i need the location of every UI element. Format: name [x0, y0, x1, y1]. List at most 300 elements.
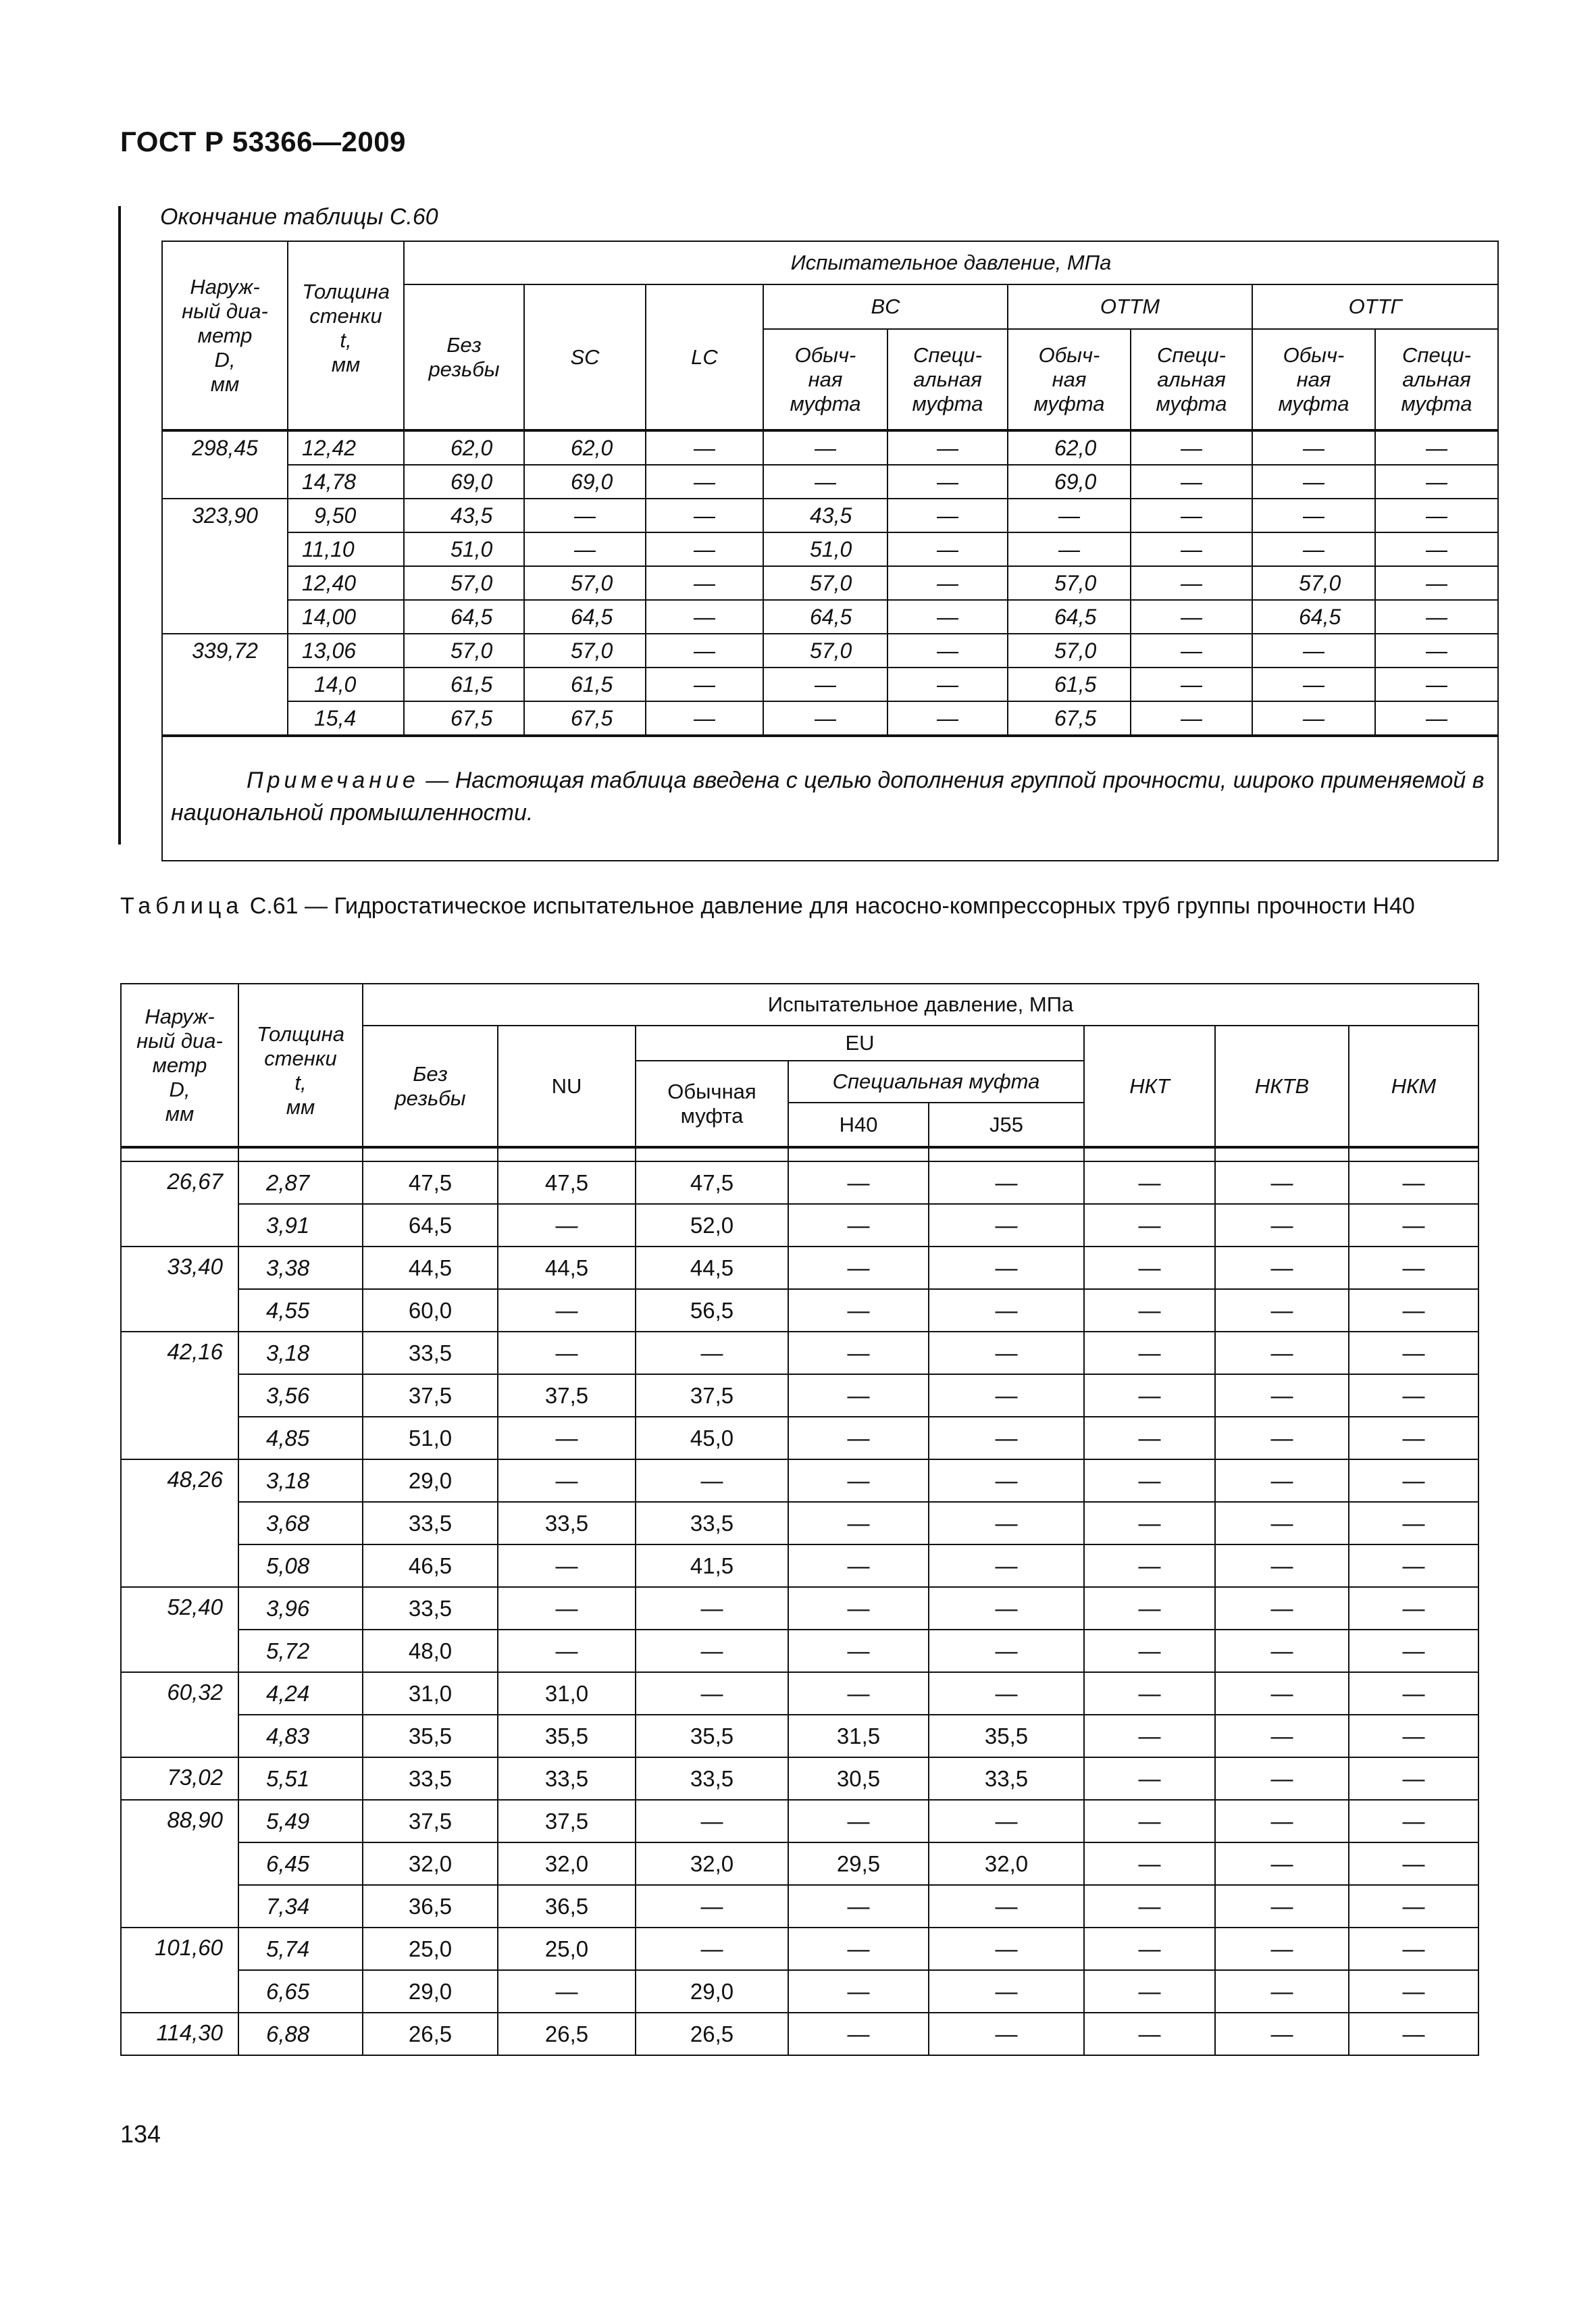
pressure-cell: 32,0 [498, 1842, 636, 1885]
pressure-cell: — [1349, 1161, 1478, 1204]
pressure-cell: 35,5 [498, 1715, 636, 1757]
table-row [121, 1842, 1478, 1885]
wall-thickness-cell: 5,74 [238, 1928, 363, 1970]
pressure-cell: 26,5 [498, 2013, 636, 2055]
header-ottm: ОТТМ [1008, 284, 1252, 329]
pressure-cell: — [1215, 2013, 1349, 2055]
pressure-cell: — [929, 1374, 1084, 1417]
table-row [162, 668, 1498, 701]
pressure-cell: — [1349, 1842, 1478, 1885]
header-line: мм [165, 1101, 195, 1126]
header-line: D, [214, 347, 236, 372]
pressure-cell: — [1084, 2013, 1215, 2055]
pressure-cell: — [1349, 1757, 1478, 1800]
pressure-cell: 62,0 [524, 430, 646, 465]
pressure-cell: 26,5 [363, 2013, 498, 2055]
header-regular-coupling [763, 329, 887, 430]
wall-thickness-cell: 2,87 [238, 1161, 363, 1204]
pressure-cell: 69,0 [524, 465, 646, 499]
pressure-cell: 32,0 [929, 1842, 1084, 1885]
header-line: Без [413, 1061, 448, 1086]
wall-thickness-cell: 9,50 [288, 499, 404, 532]
pressure-cell: 62,0 [1008, 430, 1131, 465]
header-special-coupling [1131, 329, 1252, 430]
pressure-cell: — [788, 1544, 929, 1587]
table-row [121, 1885, 1478, 1928]
pressure-cell: 25,0 [498, 1928, 636, 1970]
pressure-cell: 31,0 [498, 1672, 636, 1715]
pressure-cell: — [929, 1630, 1084, 1672]
pressure-cell: 32,0 [636, 1842, 788, 1885]
pressure-cell: — [1215, 1502, 1349, 1544]
wall-thickness-cell: 11,10 [288, 532, 404, 566]
pressure-cell: — [1252, 465, 1375, 499]
pressure-cell: — [498, 1417, 636, 1459]
pressure-cell: — [1215, 1970, 1349, 2013]
pressure-cell: — [1215, 1247, 1349, 1289]
pressure-cell: — [1215, 1544, 1349, 1587]
pressure-cell: — [1084, 1544, 1215, 1587]
pressure-cell: — [763, 668, 887, 701]
pressure-cell: — [1215, 1587, 1349, 1630]
pressure-cell: — [636, 1587, 788, 1630]
pressure-cell: 37,5 [498, 1800, 636, 1842]
pressure-cell: — [788, 1332, 929, 1374]
pressure-cell: 47,5 [498, 1161, 636, 1204]
pressure-cell: 35,5 [363, 1715, 498, 1757]
header-nkm: НКМ [1349, 1026, 1478, 1147]
pressure-cell: 30,5 [788, 1757, 929, 1800]
header-lc: LC [646, 284, 763, 430]
pressure-cell: — [1215, 1885, 1349, 1928]
wall-thickness-cell: 14,0 [288, 668, 404, 701]
pressure-cell: 64,5 [1008, 600, 1131, 634]
pressure-cell: 46,5 [363, 1544, 498, 1587]
pressure-cell: 37,5 [498, 1374, 636, 1417]
header-line: альная [1402, 367, 1471, 391]
pressure-cell: 33,5 [363, 1332, 498, 1374]
header-line: резьбы [394, 1086, 466, 1110]
pressure-cell: — [1215, 1757, 1349, 1800]
pressure-cell: 44,5 [636, 1247, 788, 1289]
pressure-cell: — [1084, 1715, 1215, 1757]
pressure-cell: — [1084, 1885, 1215, 1928]
pressure-cell: 60,0 [363, 1289, 498, 1332]
pressure-cell: 37,5 [636, 1374, 788, 1417]
pressure-cell: — [646, 532, 763, 566]
spacer-cell [1349, 1147, 1478, 1161]
pressure-cell: 64,5 [763, 600, 887, 634]
table-row [162, 634, 1498, 668]
header-no-thread [363, 1026, 498, 1147]
pressure-cell: — [1131, 566, 1252, 600]
pressure-cell: — [646, 634, 763, 668]
wall-thickness-cell: 5,51 [238, 1757, 363, 1800]
pressure-cell: — [1131, 532, 1252, 566]
header-special-coupling [887, 329, 1008, 430]
table-continuation-title: Окончание таблицы С.60 [160, 204, 438, 230]
wall-thickness-cell: 4,83 [238, 1715, 363, 1757]
pressure-cell: — [1084, 1928, 1215, 1970]
header-line: муфта [1278, 391, 1349, 416]
pressure-cell: 56,5 [636, 1289, 788, 1332]
pressure-cell: — [1252, 430, 1375, 465]
pressure-cell: — [524, 499, 646, 532]
pressure-cell: — [498, 1544, 636, 1587]
pressure-cell: 37,5 [363, 1374, 498, 1417]
pressure-cell: 31,5 [788, 1715, 929, 1757]
wall-thickness-cell: 15,4 [288, 701, 404, 736]
header-wall [238, 984, 363, 1147]
pressure-cell: 51,0 [363, 1417, 498, 1459]
pressure-cell: 29,5 [788, 1842, 929, 1885]
pressure-cell: — [636, 1672, 788, 1715]
pressure-cell: — [1349, 1332, 1478, 1374]
pressure-cell: — [929, 1800, 1084, 1842]
pressure-cell: 29,0 [363, 1459, 498, 1502]
pressure-cell: 33,5 [363, 1502, 498, 1544]
wall-thickness-cell: 3,18 [238, 1332, 363, 1374]
table-row [121, 1928, 1478, 1970]
pressure-cell: — [1131, 600, 1252, 634]
pressure-cell: — [788, 1417, 929, 1459]
wall-thickness-cell: 3,96 [238, 1587, 363, 1630]
header-regular-coupling [636, 1061, 788, 1147]
pressure-cell: — [929, 1970, 1084, 2013]
pressure-cell: — [524, 532, 646, 566]
pressure-cell: 69,0 [404, 465, 524, 499]
header-line: Специ- [1402, 343, 1471, 367]
pressure-cell: — [1215, 1289, 1349, 1332]
pressure-cell: 61,5 [524, 668, 646, 701]
pressure-cell: — [1349, 1544, 1478, 1587]
header-nktv: НКТВ [1215, 1026, 1349, 1147]
pressure-cell: — [1131, 634, 1252, 668]
outer-diameter-cell: 42,16 [121, 1332, 238, 1459]
pressure-cell: — [1349, 1672, 1478, 1715]
pressure-cell: 48,0 [363, 1630, 498, 1672]
pressure-cell: — [929, 1332, 1084, 1374]
pressure-cell: — [498, 1289, 636, 1332]
header-line: Толщина [302, 280, 390, 303]
header-diameter [121, 984, 238, 1147]
table-row [121, 1204, 1478, 1247]
pressure-cell: 47,5 [363, 1161, 498, 1204]
pressure-cell: 61,5 [1008, 668, 1131, 701]
table-row [121, 2013, 1478, 2055]
table-row [121, 1970, 1478, 2013]
wall-thickness-cell: 3,18 [238, 1459, 363, 1502]
pressure-cell: — [887, 566, 1008, 600]
pressure-cell: 33,5 [636, 1502, 788, 1544]
pressure-cell: — [929, 1204, 1084, 1247]
pressure-cell: — [1084, 1800, 1215, 1842]
pressure-cell: 64,5 [1252, 600, 1375, 634]
header-line: Наруж- [190, 274, 260, 299]
pressure-cell: — [646, 701, 763, 736]
outer-diameter-cell: 52,40 [121, 1587, 238, 1672]
wall-thickness-cell: 4,24 [238, 1672, 363, 1715]
pressure-cell: 25,0 [363, 1928, 498, 1970]
spacer-cell [788, 1147, 929, 1161]
wall-thickness-cell: 5,72 [238, 1630, 363, 1672]
spacer-cell [929, 1147, 1084, 1161]
table-row [162, 566, 1498, 600]
pressure-cell: — [636, 1928, 788, 1970]
header-line: Обыч- [1283, 343, 1345, 367]
spacer-cell [238, 1147, 363, 1161]
pressure-cell: — [1252, 701, 1375, 736]
table-c60-body [162, 430, 1498, 736]
header-bc: BC [763, 284, 1008, 329]
pressure-cell: — [887, 600, 1008, 634]
spacer-cell [1215, 1147, 1349, 1161]
table-c61-caption [120, 890, 1485, 922]
pressure-cell: — [788, 2013, 929, 2055]
header-line: Обыч- [794, 343, 856, 367]
pressure-cell: — [636, 1332, 788, 1374]
wall-thickness-cell: 3,38 [238, 1247, 363, 1289]
pressure-cell: — [788, 1970, 929, 2013]
pressure-cell: — [1215, 1842, 1349, 1885]
header-line: метр [152, 1053, 207, 1077]
header-line: муфта [1033, 391, 1105, 416]
pressure-cell: 45,0 [636, 1417, 788, 1459]
outer-diameter-cell: 114,30 [121, 2013, 238, 2055]
pressure-cell: 57,0 [404, 566, 524, 600]
pressure-cell: — [1349, 1630, 1478, 1672]
table-row [121, 1715, 1478, 1757]
pressure-cell: — [788, 1800, 929, 1842]
pressure-cell: 52,0 [636, 1204, 788, 1247]
pressure-cell: — [929, 1161, 1084, 1204]
header-pressure: Испытательное давление, МПа [363, 984, 1478, 1026]
pressure-cell: — [1375, 701, 1498, 736]
pressure-cell: — [1084, 1204, 1215, 1247]
pressure-cell: — [763, 430, 887, 465]
pressure-cell: — [763, 701, 887, 736]
pressure-cell: 36,5 [363, 1885, 498, 1928]
pressure-cell: — [636, 1459, 788, 1502]
pressure-cell: 32,0 [363, 1842, 498, 1885]
pressure-cell: — [636, 1800, 788, 1842]
header-line: муфта [1156, 391, 1227, 416]
pressure-cell: — [788, 1247, 929, 1289]
header-line: муфта [790, 391, 861, 416]
pressure-cell: 51,0 [404, 532, 524, 566]
pressure-cell: — [1215, 1928, 1349, 1970]
wall-thickness-cell: 14,78 [288, 465, 404, 499]
pressure-cell: — [1252, 499, 1375, 532]
wall-thickness-cell: 3,56 [238, 1374, 363, 1417]
pressure-cell: — [1349, 1247, 1478, 1289]
pressure-cell: — [788, 1928, 929, 1970]
spacer-row [121, 1147, 1478, 1161]
header-regular-coupling [1008, 329, 1131, 430]
header-nkt: НКТ [1084, 1026, 1215, 1147]
pressure-cell: — [788, 1630, 929, 1672]
table-c60 [161, 241, 1499, 861]
header-line: Обычная [667, 1079, 756, 1103]
pressure-cell: — [929, 1247, 1084, 1289]
spacer-cell [363, 1147, 498, 1161]
header-line: муфта [680, 1103, 744, 1128]
pressure-cell: 51,0 [763, 532, 887, 566]
pressure-cell: — [1131, 668, 1252, 701]
header-line: альная [913, 367, 982, 391]
table-row [121, 1247, 1478, 1289]
pressure-cell: — [1375, 566, 1498, 600]
header-special-coupling: Специальная муфта [788, 1061, 1084, 1103]
table-row [162, 600, 1498, 634]
pressure-cell: — [646, 600, 763, 634]
header-line: мм [331, 353, 361, 376]
header-line: ный диа- [136, 1028, 223, 1053]
spacer-cell [1084, 1147, 1215, 1161]
pressure-cell: 36,5 [498, 1885, 636, 1928]
table-row [121, 1672, 1478, 1715]
pressure-cell: — [1375, 430, 1498, 465]
pressure-cell: — [929, 1544, 1084, 1587]
table-row [162, 430, 1498, 465]
pressure-cell: — [788, 1374, 929, 1417]
wall-thickness-cell: 6,88 [238, 2013, 363, 2055]
outer-diameter-cell: 33,40 [121, 1247, 238, 1332]
table-c61-body [121, 1147, 1478, 2055]
pressure-cell: — [1084, 1374, 1215, 1417]
pressure-cell: — [498, 1970, 636, 2013]
table-row [121, 1757, 1478, 1800]
pressure-cell: — [887, 499, 1008, 532]
pressure-cell: — [1349, 1928, 1478, 1970]
table-row [162, 701, 1498, 736]
pressure-cell: 64,5 [363, 1204, 498, 1247]
pressure-cell: — [1084, 1672, 1215, 1715]
outer-diameter-cell: 323,90 [162, 499, 288, 634]
pressure-cell: — [646, 465, 763, 499]
pressure-cell: — [1375, 532, 1498, 566]
header-eu: EU [636, 1026, 1084, 1061]
pressure-cell: — [887, 634, 1008, 668]
pressure-cell: 67,5 [1008, 701, 1131, 736]
pressure-cell: — [887, 430, 1008, 465]
header-line: метр [197, 323, 253, 347]
pressure-cell: — [1084, 1630, 1215, 1672]
header-line: альная [1157, 367, 1226, 391]
wall-thickness-cell: 7,34 [238, 1885, 363, 1928]
pressure-cell: — [1349, 1502, 1478, 1544]
pressure-cell: — [1131, 499, 1252, 532]
pressure-cell: 47,5 [636, 1161, 788, 1204]
header-line: ный диа- [182, 299, 268, 323]
pressure-cell: — [1008, 499, 1131, 532]
table-row [121, 1502, 1478, 1544]
pressure-cell: 57,0 [524, 566, 646, 600]
pressure-cell: — [1131, 701, 1252, 736]
pressure-cell: — [788, 1502, 929, 1544]
table-row [121, 1374, 1478, 1417]
pressure-cell: — [1084, 1502, 1215, 1544]
pressure-cell: — [1084, 1842, 1215, 1885]
table-c61 [120, 983, 1479, 2056]
pressure-cell: — [1349, 2013, 1478, 2055]
pressure-cell: — [498, 1587, 636, 1630]
caption-text: С.61 — Гидростатическое испытательное давление для насосно-компрессорных труб группы прочности Н40 [243, 893, 1415, 919]
pressure-cell: 61,5 [404, 668, 524, 701]
header-j55: J55 [929, 1103, 1084, 1147]
pressure-cell: — [1215, 1800, 1349, 1842]
pressure-cell: 35,5 [636, 1715, 788, 1757]
pressure-cell: — [1215, 1417, 1349, 1459]
pressure-cell: — [1375, 600, 1498, 634]
pressure-cell: — [788, 1672, 929, 1715]
pressure-cell: 57,0 [1008, 634, 1131, 668]
pressure-cell: — [929, 1289, 1084, 1332]
pressure-cell: 69,0 [1008, 465, 1131, 499]
pressure-cell: — [498, 1630, 636, 1672]
pressure-cell: 33,5 [498, 1502, 636, 1544]
pressure-cell: — [1349, 1374, 1478, 1417]
pressure-cell: — [1008, 532, 1131, 566]
header-special-coupling [1375, 329, 1498, 430]
pressure-cell: — [1252, 668, 1375, 701]
header-h40: H40 [788, 1103, 929, 1147]
table-row [121, 1289, 1478, 1332]
header-no-thread [404, 284, 524, 430]
wall-thickness-cell: 3,91 [238, 1204, 363, 1247]
spacer-cell [498, 1147, 636, 1161]
note-label: Примечание [247, 768, 419, 793]
wall-thickness-cell: 6,65 [238, 1970, 363, 2013]
pressure-cell: — [1084, 1417, 1215, 1459]
pressure-cell: 57,0 [404, 634, 524, 668]
pressure-cell: 31,0 [363, 1672, 498, 1715]
pressure-cell: — [1215, 1161, 1349, 1204]
pressure-cell: — [887, 668, 1008, 701]
pressure-cell: — [1215, 1630, 1349, 1672]
outer-diameter-cell: 73,02 [121, 1757, 238, 1800]
pressure-cell: — [1349, 1417, 1478, 1459]
header-nu: NU [498, 1026, 636, 1147]
pressure-cell: — [1215, 1204, 1349, 1247]
spacer-cell [636, 1147, 788, 1161]
pressure-cell: — [1215, 1672, 1349, 1715]
header-line: t, [294, 1071, 307, 1095]
table-row [121, 1544, 1478, 1587]
pressure-cell: 29,0 [363, 1970, 498, 2013]
pressure-cell: 57,0 [1008, 566, 1131, 600]
pressure-cell: 26,5 [636, 2013, 788, 2055]
pressure-cell: 43,5 [404, 499, 524, 532]
header-line: t, [340, 328, 352, 352]
pressure-cell: — [636, 1885, 788, 1928]
pressure-cell: — [1084, 1247, 1215, 1289]
wall-thickness-cell: 13,06 [288, 634, 404, 668]
wall-thickness-cell: 4,85 [238, 1417, 363, 1459]
table-row [162, 465, 1498, 499]
pressure-cell: 67,5 [524, 701, 646, 736]
header-line: Специ- [913, 343, 982, 367]
header-line: резьбы [428, 357, 500, 381]
pressure-cell: — [646, 430, 763, 465]
pressure-cell: 37,5 [363, 1800, 498, 1842]
wall-thickness-cell: 5,49 [238, 1800, 363, 1842]
wall-thickness-cell: 12,42 [288, 430, 404, 465]
table-row [162, 499, 1498, 532]
pressure-cell: — [929, 1417, 1084, 1459]
pressure-cell: 64,5 [524, 600, 646, 634]
header-diameter [162, 241, 288, 430]
